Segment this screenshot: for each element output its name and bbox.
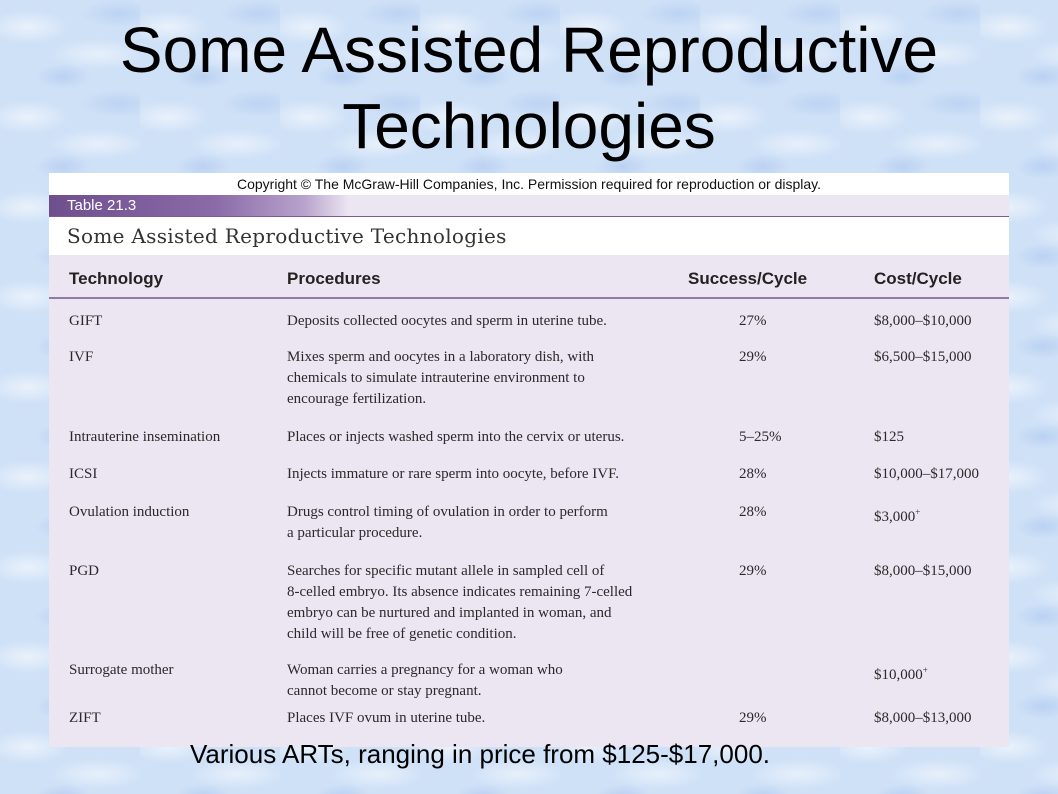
cost-cell: $8,000–$13,000 xyxy=(874,710,972,726)
procedures-cell: Mixes sperm and oocytes in a laboratory dish, with chemicals to simulate intrauterine environment to encourage fertilization. xyxy=(287,349,595,407)
slide-title xyxy=(0,12,1058,164)
technology-cell: GIFT xyxy=(69,313,103,329)
cost-cell: $10,000–$17,000 xyxy=(874,466,979,482)
header-technology: Technology xyxy=(69,269,164,288)
procedures-cell: Places or injects washed sperm into the cervix or uterus. xyxy=(287,429,625,445)
cost-cell: $8,000–$10,000 xyxy=(874,313,972,329)
header-procedures: Procedures xyxy=(287,269,381,288)
procedures-cell: Deposits collected oocytes and sperm in uterine tube. xyxy=(287,313,607,329)
success-cell: 29% xyxy=(739,349,767,365)
header-success: Success/Cycle xyxy=(688,269,808,288)
cost-cell: $10,000+ xyxy=(874,665,928,683)
technology-cell: ICSI xyxy=(69,466,98,482)
cost-cell: $3,000+ xyxy=(874,507,921,525)
cost-footnote-mark: + xyxy=(922,665,928,675)
procedures-cell: Woman carries a pregnancy for a woman who cannot become or stay pregnant. xyxy=(287,662,563,699)
success-cell: 29% xyxy=(739,710,767,726)
cost-cell: $125 xyxy=(874,429,904,445)
technology-cell: IVF xyxy=(69,349,94,365)
table-number-tab: Table 21.3 xyxy=(49,195,349,217)
table-panel xyxy=(49,173,1009,747)
copyright-notice: Copyright © The McGraw-Hill Companies, Inc. Permission required for reproduction or display. xyxy=(49,173,1009,195)
table-header-row xyxy=(49,255,1009,299)
header-cost: Cost/Cycle xyxy=(874,269,962,288)
procedures-cell: Places IVF ovum in uterine tube. xyxy=(287,710,486,726)
success-cell: 27% xyxy=(739,313,767,329)
success-cell: 5–25% xyxy=(739,429,782,445)
success-cell: 29% xyxy=(739,563,767,579)
cost-cell: $6,500–$15,000 xyxy=(874,349,972,365)
procedures-cell: Searches for specific mutant allele in sampled cell of 8-celled embryo. Its absence indicates remaining 7-celled embryo can be nurtured and implanted in woman, and child will be free of genetic condition. xyxy=(287,563,633,642)
slide-caption: Various ARTs, ranging in price from $125-$17,000. xyxy=(189,739,771,769)
procedures-cell: Drugs control timing of ovulation in order to perform a particular procedure. xyxy=(287,504,608,541)
technology-cell: Ovulation induction xyxy=(69,504,190,520)
success-cell: 28% xyxy=(739,504,767,520)
cost-footnote-mark: + xyxy=(915,507,921,517)
procedures-cell: Injects immature or rare sperm into oocyte, before IVF. xyxy=(287,466,620,482)
technology-cell: ZIFT xyxy=(69,710,101,726)
table-title: Some Assisted Reproductive Technologies xyxy=(49,217,1009,255)
success-cell: 28% xyxy=(739,466,767,482)
technology-cell: Intrauterine insemination xyxy=(69,429,221,445)
slide-title-line1: Some Assisted Reproductive xyxy=(119,14,939,86)
slide-title-line2: Technologies xyxy=(342,90,716,162)
technology-cell: PGD xyxy=(69,563,100,579)
technology-cell: Surrogate mother xyxy=(69,662,174,678)
cost-cell: $8,000–$15,000 xyxy=(874,563,972,579)
